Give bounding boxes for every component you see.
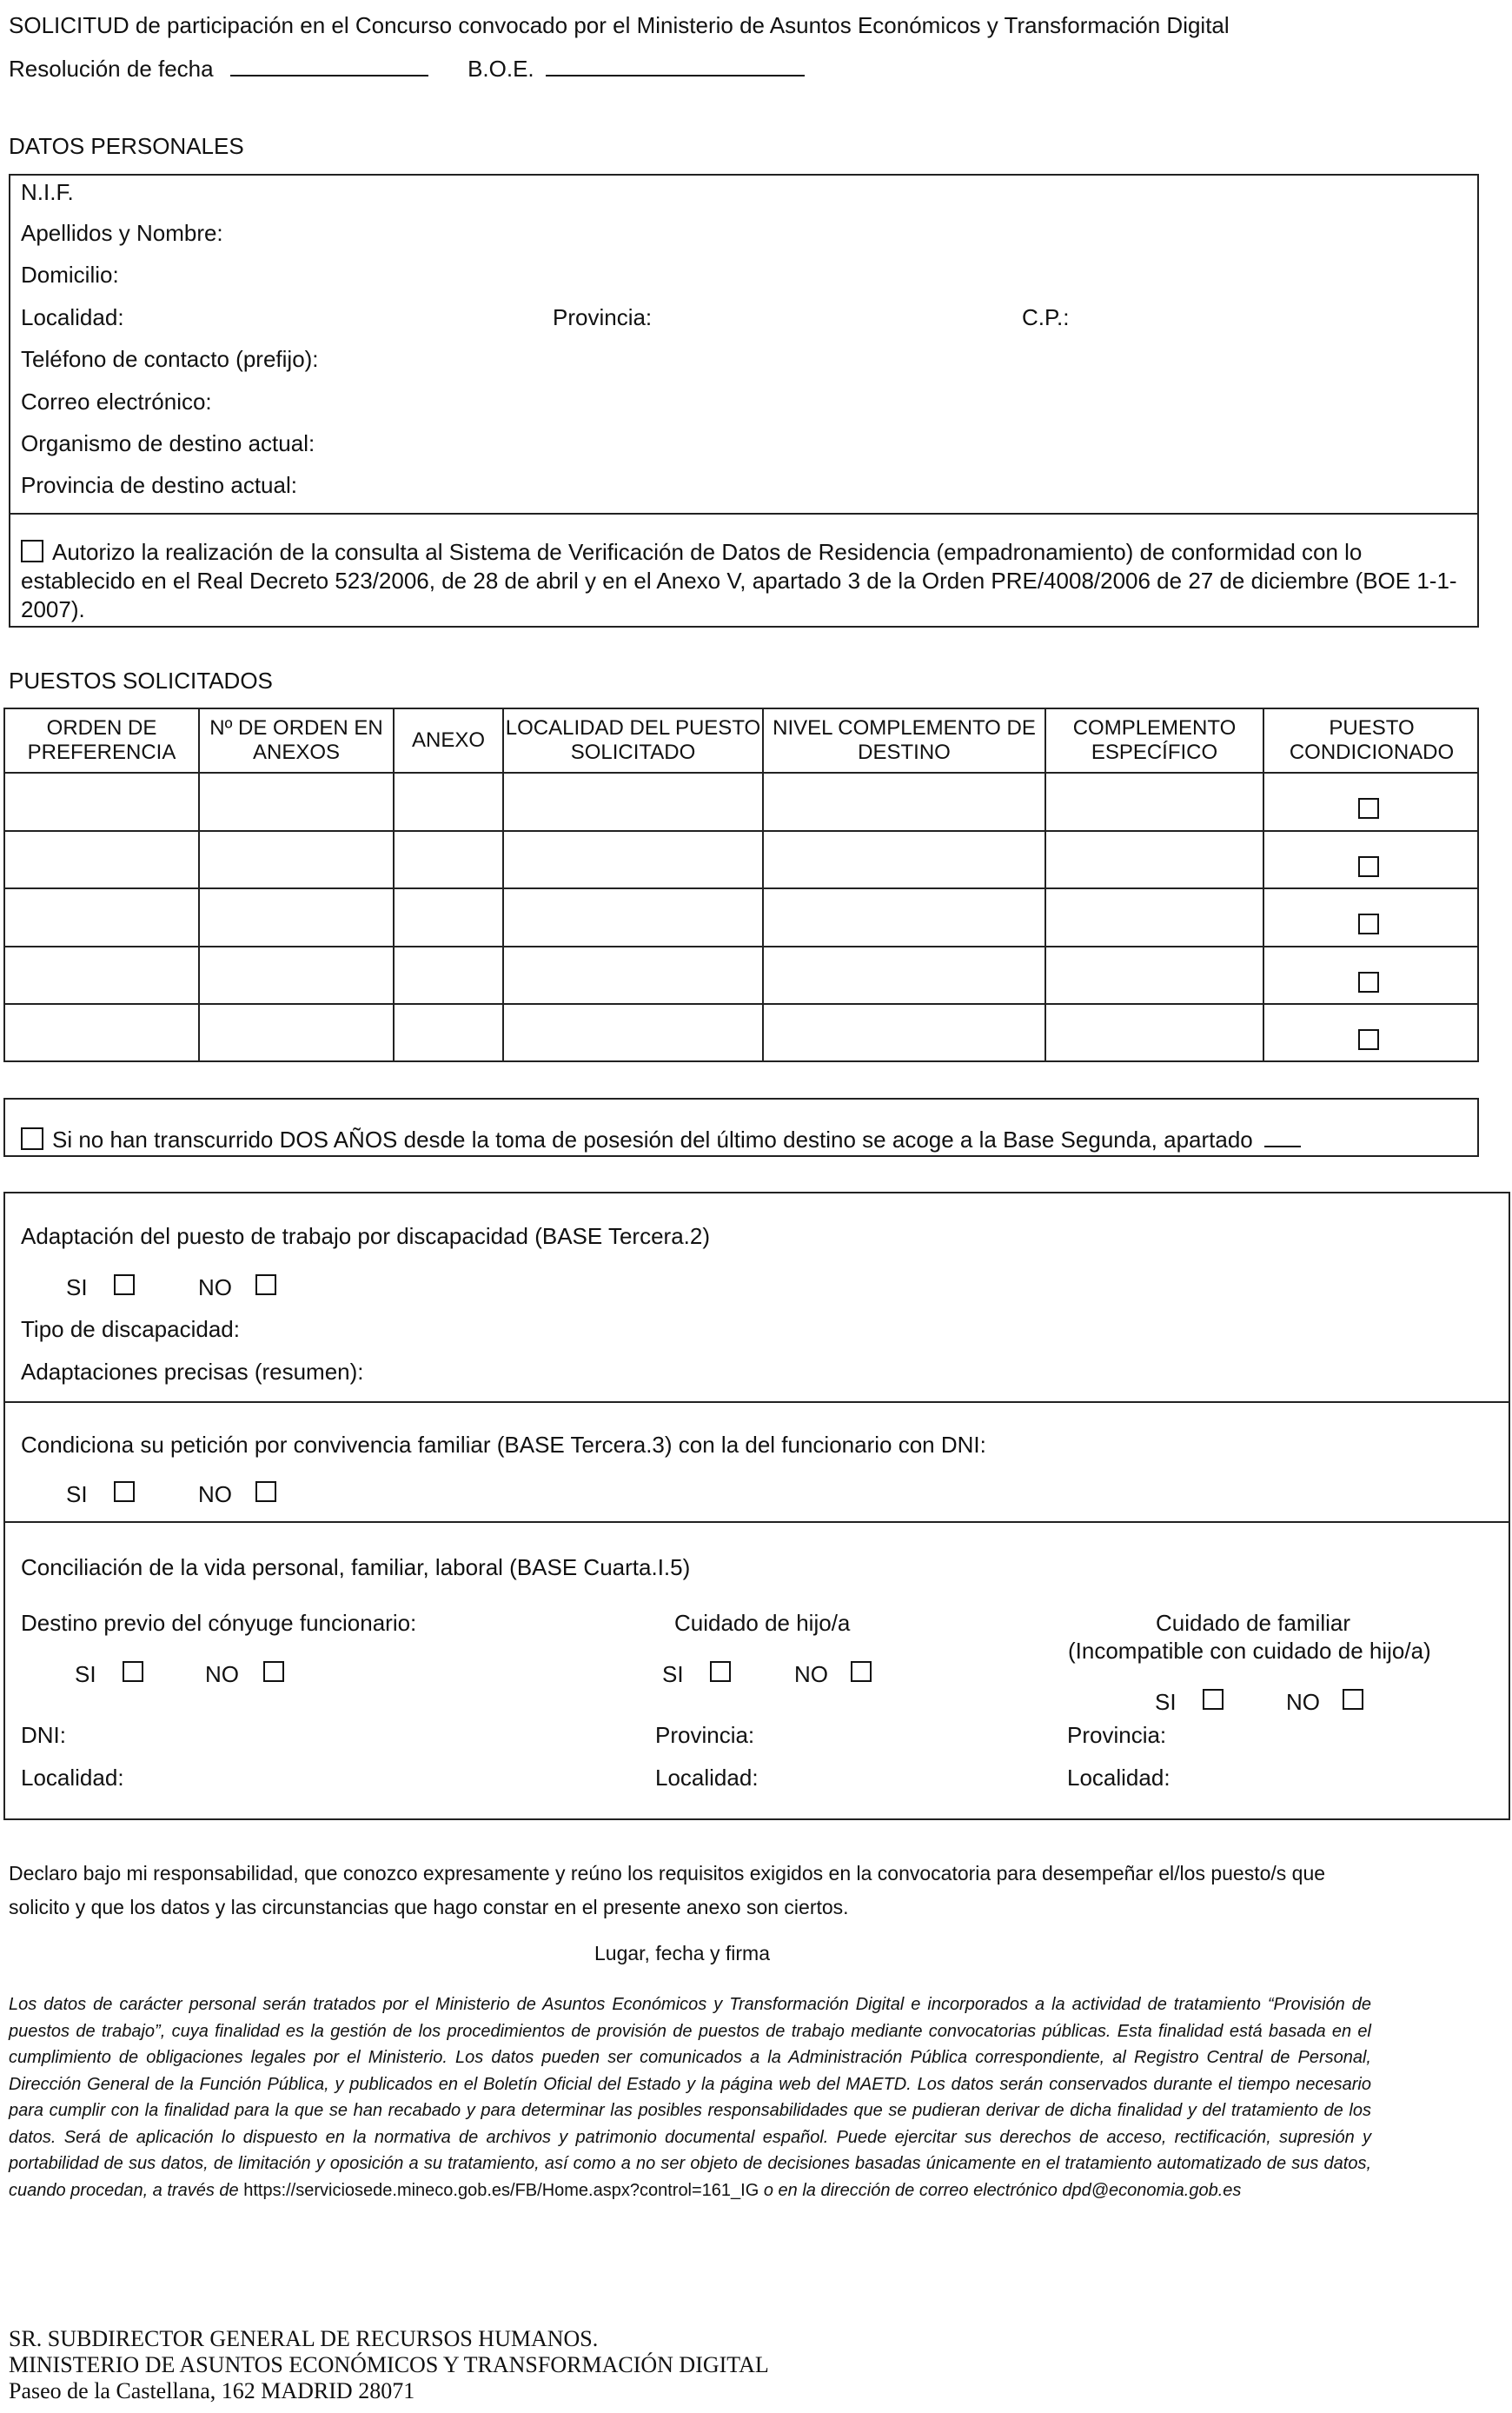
form-title: SOLICITUD de participación en el Concurso convocado por el Ministerio de Asuntos Económicos y Transformación Digital bbox=[9, 12, 1230, 38]
hijo-no-checkbox[interactable] bbox=[851, 1661, 872, 1682]
adaptacion-si-label: SI bbox=[66, 1274, 88, 1300]
correo-label[interactable]: Correo electrónico: bbox=[21, 389, 212, 415]
lugar-fecha-firma: Lugar, fecha y firma bbox=[594, 1942, 770, 1964]
resolution-line bbox=[9, 54, 805, 82]
familiar-title: Cuidado de familiar bbox=[1156, 1610, 1351, 1636]
familiar-provincia-label[interactable]: Provincia: bbox=[1067, 1722, 1167, 1748]
hijo-si-label: SI bbox=[662, 1661, 684, 1687]
adaptacion-no-label: NO bbox=[198, 1274, 232, 1300]
familiar-si-label: SI bbox=[1155, 1689, 1177, 1715]
conyuge-dni-label[interactable]: DNI: bbox=[21, 1722, 66, 1748]
dos-anos-text: Si no han transcurrido DOS AÑOS desde la toma de posesión del último destino se acoge a la Base Segunda, apartado bbox=[52, 1127, 1253, 1153]
domicilio-label[interactable]: Domicilio: bbox=[21, 262, 119, 288]
boe-label: B.O.E. bbox=[468, 56, 534, 82]
apellidos-label[interactable]: Apellidos y Nombre: bbox=[21, 220, 223, 246]
condicionado-checkbox-3[interactable] bbox=[1358, 914, 1379, 934]
dos-anos-line bbox=[21, 1125, 1301, 1153]
conyuge-title: Destino previo del cónyuge funcionario: bbox=[21, 1610, 417, 1636]
familiar-subtitle: (Incompatible con cuidado de hijo/a) bbox=[1068, 1638, 1431, 1664]
provincia-destino-label[interactable]: Provincia de destino actual: bbox=[21, 472, 297, 498]
puestos-heading: PUESTOS SOLICITADOS bbox=[9, 668, 273, 694]
convivencia-si-checkbox[interactable] bbox=[114, 1481, 135, 1502]
autorizo-checkbox[interactable] bbox=[21, 540, 43, 562]
conyuge-si-label: SI bbox=[75, 1661, 96, 1687]
nif-label[interactable]: N.I.F. bbox=[21, 179, 74, 205]
col-header-orden: ORDEN DE PREFERENCIA bbox=[27, 716, 176, 764]
condicionado-checkbox-5[interactable] bbox=[1358, 1029, 1379, 1050]
dos-anos-checkbox[interactable] bbox=[21, 1127, 43, 1150]
condicionado-checkbox-4[interactable] bbox=[1358, 972, 1379, 993]
adaptacion-no-checkbox[interactable] bbox=[255, 1274, 276, 1295]
provincia-label[interactable]: Provincia: bbox=[553, 304, 653, 330]
col-header-nivel: NIVEL COMPLEMENTO DE DESTINO bbox=[773, 716, 1036, 764]
legal-email: o en la dirección de correo electrónico dpd@economia.gob.es bbox=[759, 2180, 1242, 2200]
boe-field[interactable] bbox=[546, 54, 805, 76]
apartado-field[interactable] bbox=[1264, 1125, 1301, 1147]
convivencia-no-label: NO bbox=[198, 1481, 232, 1507]
legal-text: Los datos de carácter personal serán tratados por el Ministerio de Asuntos Económicos y Transformación Digital e incorporados a la actividad de tratamiento “Provisión de puestos de trabajo”, cuya finalidad es la gestión de los procedimientos de provisión de puestos de trabajo mediante convocatorias públicas. Esta finalidad está basada en el cumplimiento de obligaciones legales por el Ministerio. Los datos pueden ser comunicados a la Administración Pública correspondiente, al Registro Central de Personal, Dirección General de la Función Pública, y publicados en el Boletín Oficial del Estado y la página web del MAETD. Los datos serán conservados durante el tiempo necesario para cumplir con la finalidad para la que se han recabado y para determinar las posibles responsabilidades que se pudieran derivar de dicha finalidad y del tratamiento de los datos. Será de aplicación lo dispuesto en la normativa de archivos y patrimonio documental español. Puede ejercitar sus derechos de acceso, rectificación, supresión y portabilidad de sus datos, de limitación y oposición a su tratamiento, así como a no ser objeto de decisiones basadas únicamente en el tratamiento automatizado de sus datos, cuando procedan, a través de bbox=[9, 1995, 1371, 2200]
conyuge-no-label: NO bbox=[205, 1661, 239, 1687]
hijo-provincia-label[interactable]: Provincia: bbox=[655, 1722, 755, 1748]
localidad-label[interactable]: Localidad: bbox=[21, 304, 124, 330]
footer-ministry: MINISTERIO DE ASUNTOS ECONÓMICOS Y TRANSFORMACIÓN DIGITAL bbox=[9, 2352, 769, 2377]
autorizo-text: Autorizo la realización de la consulta al Sistema de Verificación de Datos de Residencia (empadronamiento) de conformidad con lo establecido en el Real Decreto 523/2006, de 28 de abril y en el Anexo V, apartado 3 de la Orden PRE/4008/2006 de 27 de diciembre (BOE 1-1-2007). bbox=[21, 539, 1457, 622]
autorizo-paragraph bbox=[21, 538, 1467, 624]
col-header-num-orden: Nº DE ORDEN EN ANEXOS bbox=[209, 716, 383, 764]
col-header-localidad: LOCALIDAD DEL PUESTO SOLICITADO bbox=[505, 716, 761, 764]
condicionado-checkbox-2[interactable] bbox=[1358, 856, 1379, 877]
data-protection-notice bbox=[9, 1991, 1371, 2204]
conyuge-no-checkbox[interactable] bbox=[263, 1661, 284, 1682]
convivencia-si-label: SI bbox=[66, 1481, 88, 1507]
legal-url[interactable]: https://serviciosede.mineco.gob.es/FB/Home.aspx?control=161_IG bbox=[243, 2180, 759, 2200]
adaptacion-title: Adaptación del puesto de trabajo por discapacidad (BASE Tercera.2) bbox=[21, 1223, 711, 1249]
declaration-text: Declaro bajo mi responsabilidad, que conozco expresamente y reúno los requisitos exigidos en la convocatoria para desempeñar el/los puesto/s que solicito y que los datos y las circunstancias que hago constar en el presente anexo son ciertos. bbox=[9, 1862, 1326, 1918]
tipo-discapacidad-label[interactable]: Tipo de discapacidad: bbox=[21, 1316, 240, 1342]
footer-address: Paseo de la Castellana, 162 MADRID 28071 bbox=[9, 2378, 415, 2403]
hijo-title: Cuidado de hijo/a bbox=[674, 1610, 851, 1636]
condicionado-checkbox-1[interactable] bbox=[1358, 798, 1379, 819]
col-header-anexo: ANEXO bbox=[411, 728, 486, 752]
telefono-label[interactable]: Teléfono de contacto (prefijo): bbox=[21, 346, 319, 372]
hijo-localidad-label[interactable]: Localidad: bbox=[655, 1765, 759, 1791]
footer-addressee: SR. SUBDIRECTOR GENERAL DE RECURSOS HUMANOS. bbox=[9, 2326, 599, 2351]
familiar-no-label: NO bbox=[1286, 1689, 1320, 1715]
resolution-date-field[interactable] bbox=[230, 54, 428, 76]
convivencia-title: Condiciona su petición por convivencia familiar (BASE Tercera.3) con la del funcionario con DNI: bbox=[21, 1432, 986, 1458]
familiar-localidad-label[interactable]: Localidad: bbox=[1067, 1765, 1170, 1791]
organismo-label[interactable]: Organismo de destino actual: bbox=[21, 430, 315, 456]
resolution-label: Resolución de fecha bbox=[9, 56, 214, 82]
hijo-si-checkbox[interactable] bbox=[710, 1661, 731, 1682]
familiar-no-checkbox[interactable] bbox=[1343, 1689, 1363, 1710]
conyuge-si-checkbox[interactable] bbox=[123, 1661, 143, 1682]
convivencia-no-checkbox[interactable] bbox=[255, 1481, 276, 1502]
cp-label[interactable]: C.P.: bbox=[1022, 304, 1070, 330]
col-header-complemento: COMPLEMENTO ESPECÍFICO bbox=[1072, 716, 1237, 764]
datos-personales-heading: DATOS PERSONALES bbox=[9, 133, 244, 159]
adaptacion-si-checkbox[interactable] bbox=[114, 1274, 135, 1295]
adaptaciones-label[interactable]: Adaptaciones precisas (resumen): bbox=[21, 1359, 364, 1385]
conciliacion-title: Conciliación de la vida personal, familiar, laboral (BASE Cuarta.I.5) bbox=[21, 1554, 691, 1580]
datos-divider bbox=[9, 513, 1479, 515]
conyuge-localidad-label[interactable]: Localidad: bbox=[21, 1765, 124, 1791]
col-header-condicionado: PUESTO CONDICIONADO bbox=[1289, 716, 1455, 764]
hijo-no-label: NO bbox=[794, 1661, 828, 1687]
familiar-si-checkbox[interactable] bbox=[1203, 1689, 1224, 1710]
